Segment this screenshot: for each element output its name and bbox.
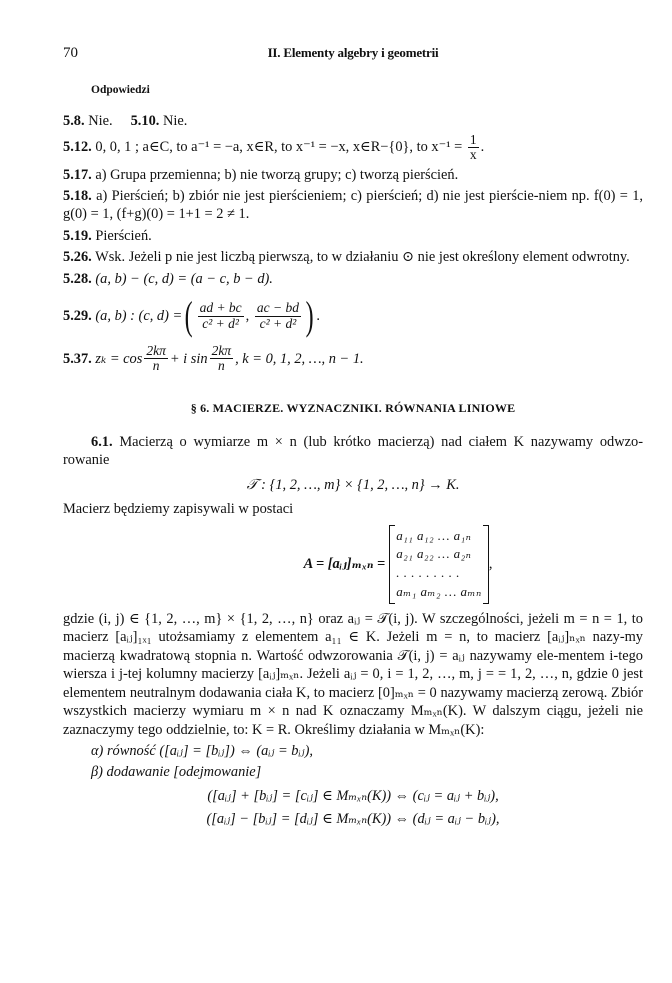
answer-5-28 (63, 270, 643, 288)
page-header (63, 44, 643, 68)
answer-formula-tail: , k = 0, 1, 2, …, n − 1. (235, 350, 364, 367)
answer-formula-mid: + i sin (169, 350, 208, 367)
answer-5-37 (63, 344, 643, 373)
matrix-row: a₁₁ a₁₂ … a₁ₙ (396, 527, 472, 543)
matrix-row: aₘ₁ aₘ₂ … aₘₙ (396, 584, 482, 600)
right-paren: ) (305, 293, 314, 339)
mapping-formula-text: 𝒯 : {1, 2, …, m} × {1, 2, …, n} → K. (246, 476, 460, 493)
fraction (210, 344, 234, 373)
answer-label: 5.12. (63, 139, 92, 156)
definition-text: Macierzą o wymiarze m × n (lub krótko macierzą) nad ciałem K nazywamy odwzo-rowanie (63, 433, 643, 469)
subtraction-formula-text: ([aᵢⱼ] − [bᵢⱼ] = [dᵢⱼ] ∈ Mₘₓₙ(K)) ⇔ (dᵢⱼ = aᵢⱼ − bᵢⱼ), (206, 811, 500, 828)
fraction-denominator: n (217, 358, 225, 374)
fraction-numerator: 2kπ (146, 343, 166, 359)
equality-text: α) równość ([aᵢⱼ] = [bᵢⱼ]) ⇔ (aᵢⱼ = bᵢⱼ), (91, 743, 313, 760)
addition-text: β) dodawanie [odejmowanie] (91, 764, 262, 781)
answer-5-17 (63, 166, 643, 184)
fraction (255, 301, 301, 330)
answer-label: 5.17. (63, 166, 92, 183)
answer-5-19 (63, 227, 643, 245)
answer-5-29: 5.29. (a, b) : (c, d) = ( $\frac{ad + bc}{\text{c² + d²}}$ , $\frac{ac - bd}{\text{c² + d²}}$ ) . (63, 293, 320, 339)
matrix-row: a₂₁ a₂₂ … a₂ₙ (396, 546, 472, 562)
answer-label: 5.19. (63, 227, 92, 244)
answers-heading: Odpowiedzi (91, 84, 150, 96)
matrix-bracket (389, 525, 489, 604)
answer-label: 5.18. (63, 187, 92, 204)
definition-6-1 (63, 433, 643, 470)
definition-addition (91, 763, 643, 781)
matrix-display (153, 525, 643, 604)
answer-text: a) Pierścień; b) zbiór nie jest pierścieniem; c) pierścień; d) nie jest pierście-niem np. f(0) = 1, g(0) = 1, (f+g)(0) = 1+1 = 2 ≠ 1. (63, 187, 643, 223)
fraction-numerator: ac − bd (256, 300, 299, 316)
section-title: § 6. MACIERZE. WYZNACZNIKI. RÓWNANIA LINIOWE (190, 401, 516, 416)
mapping-formula (63, 476, 643, 494)
answer-label: 5.8. (63, 112, 85, 129)
answer-label: 5.26. (63, 249, 92, 266)
matrix-row: . . . . . . . . . (396, 565, 461, 581)
answer-label: 5.10. (130, 112, 160, 129)
left-paren: ( (184, 293, 193, 339)
answer-text: Wsk. Jeżeli p nie jest liczbą pierwszą, to w działaniu ⊙ nie jest określony element odwrotny. (95, 249, 630, 266)
page-number: 70 (63, 45, 78, 61)
answer-formula: (a, b) − (c, d) = (a − c, b − d). (95, 270, 273, 287)
fraction (144, 344, 168, 373)
book-page (63, 44, 643, 834)
fraction-denominator: n (152, 358, 160, 374)
notation-intro: Macierz będziemy zapisywali w postaci (63, 501, 294, 518)
matrix-lhs: A = [aᵢⱼ]ₘₓₙ = (303, 556, 386, 573)
running-title: II. Elementy algebry i geometrii (267, 45, 439, 60)
fraction-denominator: c² + d² (259, 315, 297, 331)
body-paragraph: gdzie (i, j) ∈ {1, 2, …, m} × {1, 2, …, n} oraz aᵢⱼ = 𝒯(i, j). W szczególności, jeżeli m = n = 1, to macierz [aᵢⱼ]₁ₓ₁ utożsamiamy z elementem a₁₁ ∈ K. Jeżeli m = n, to macierz [aᵢⱼ]ₙₓₙ nazy-my macierzą kwadratową stopnia n. Wartość odwzorowania 𝒯(i, j) = aᵢⱼ nazywamy ele-mentem i-tego wiersza i j-tej kolumny macierzy [aᵢⱼ]ₘₓₙ. Jeżeli aᵢⱼ = 0, i = 1, 2, …, m, j = = 1, 2, …, n, gdzie 0 jest elementem neutralnym dodawania ciała K, to macierz [0]ₘₓₙ = 0 nazywamy macierzą zerową. Zbiór wszystkich macierzy wymiaru m × n nad K oznaczamy Mₘₓₙ(K). W dalszym ciągu, jeżeli nie zaznaczymy tego oddzielnie, to: K = R. Określimy działania w Mₘₓₙ(K): (63, 610, 643, 738)
answer-formula-lhs: zₖ = cos (95, 350, 143, 367)
answer-5-12: 5.12. 0, 0, 1 ; a∈C, to a⁻¹ = −a, x∈R, to x⁻¹ = −x, x∈R−{0}, to x⁻¹ = $\frac{1}{x}$ . (63, 132, 485, 163)
answer-5-26 (63, 248, 643, 266)
fraction-numerator: ad + bc (199, 300, 242, 316)
subtraction-formula (63, 810, 643, 828)
answer-label: 5.37. (63, 350, 92, 367)
answer-label: 5.28. (63, 270, 92, 287)
fraction (198, 301, 244, 330)
answer-text: Nie. (88, 112, 113, 129)
answer-text: 0, 0, 1 ; a∈C, to a⁻¹ = −a, x∈R, to x⁻¹ = −x, x∈R−{0}, to x⁻¹ = (95, 139, 463, 156)
answer-text: Pierścień. (95, 227, 152, 244)
answer-text: Nie. (162, 112, 188, 129)
addition-formula-text: ([aᵢⱼ] + [bᵢⱼ] = [cᵢⱼ] ∈ Mₘₓₙ(K)) ⇔ (cᵢⱼ = aᵢⱼ + bᵢⱼ), (207, 787, 499, 804)
definition-label: 6.1. (91, 433, 113, 450)
answer-5-18 (63, 187, 643, 224)
fraction-denominator: c² + d² (202, 315, 239, 331)
definition-equality (91, 742, 643, 760)
answer-text: a) Grupa przemienna; b) nie tworzą grupy; c) tworzą pierścień. (95, 166, 459, 183)
addition-formula (63, 787, 643, 805)
fraction (468, 133, 479, 162)
fraction-numerator: 1 (469, 132, 477, 148)
answer-label: 5.29. (63, 307, 92, 324)
answer-formula-lhs: (a, b) : (c, d) = (95, 307, 183, 324)
fraction-numerator: 2kπ (211, 343, 232, 359)
answer-5-8 (63, 112, 643, 130)
matrix-comma: , (488, 556, 493, 573)
fraction-denominator: x (469, 147, 477, 163)
